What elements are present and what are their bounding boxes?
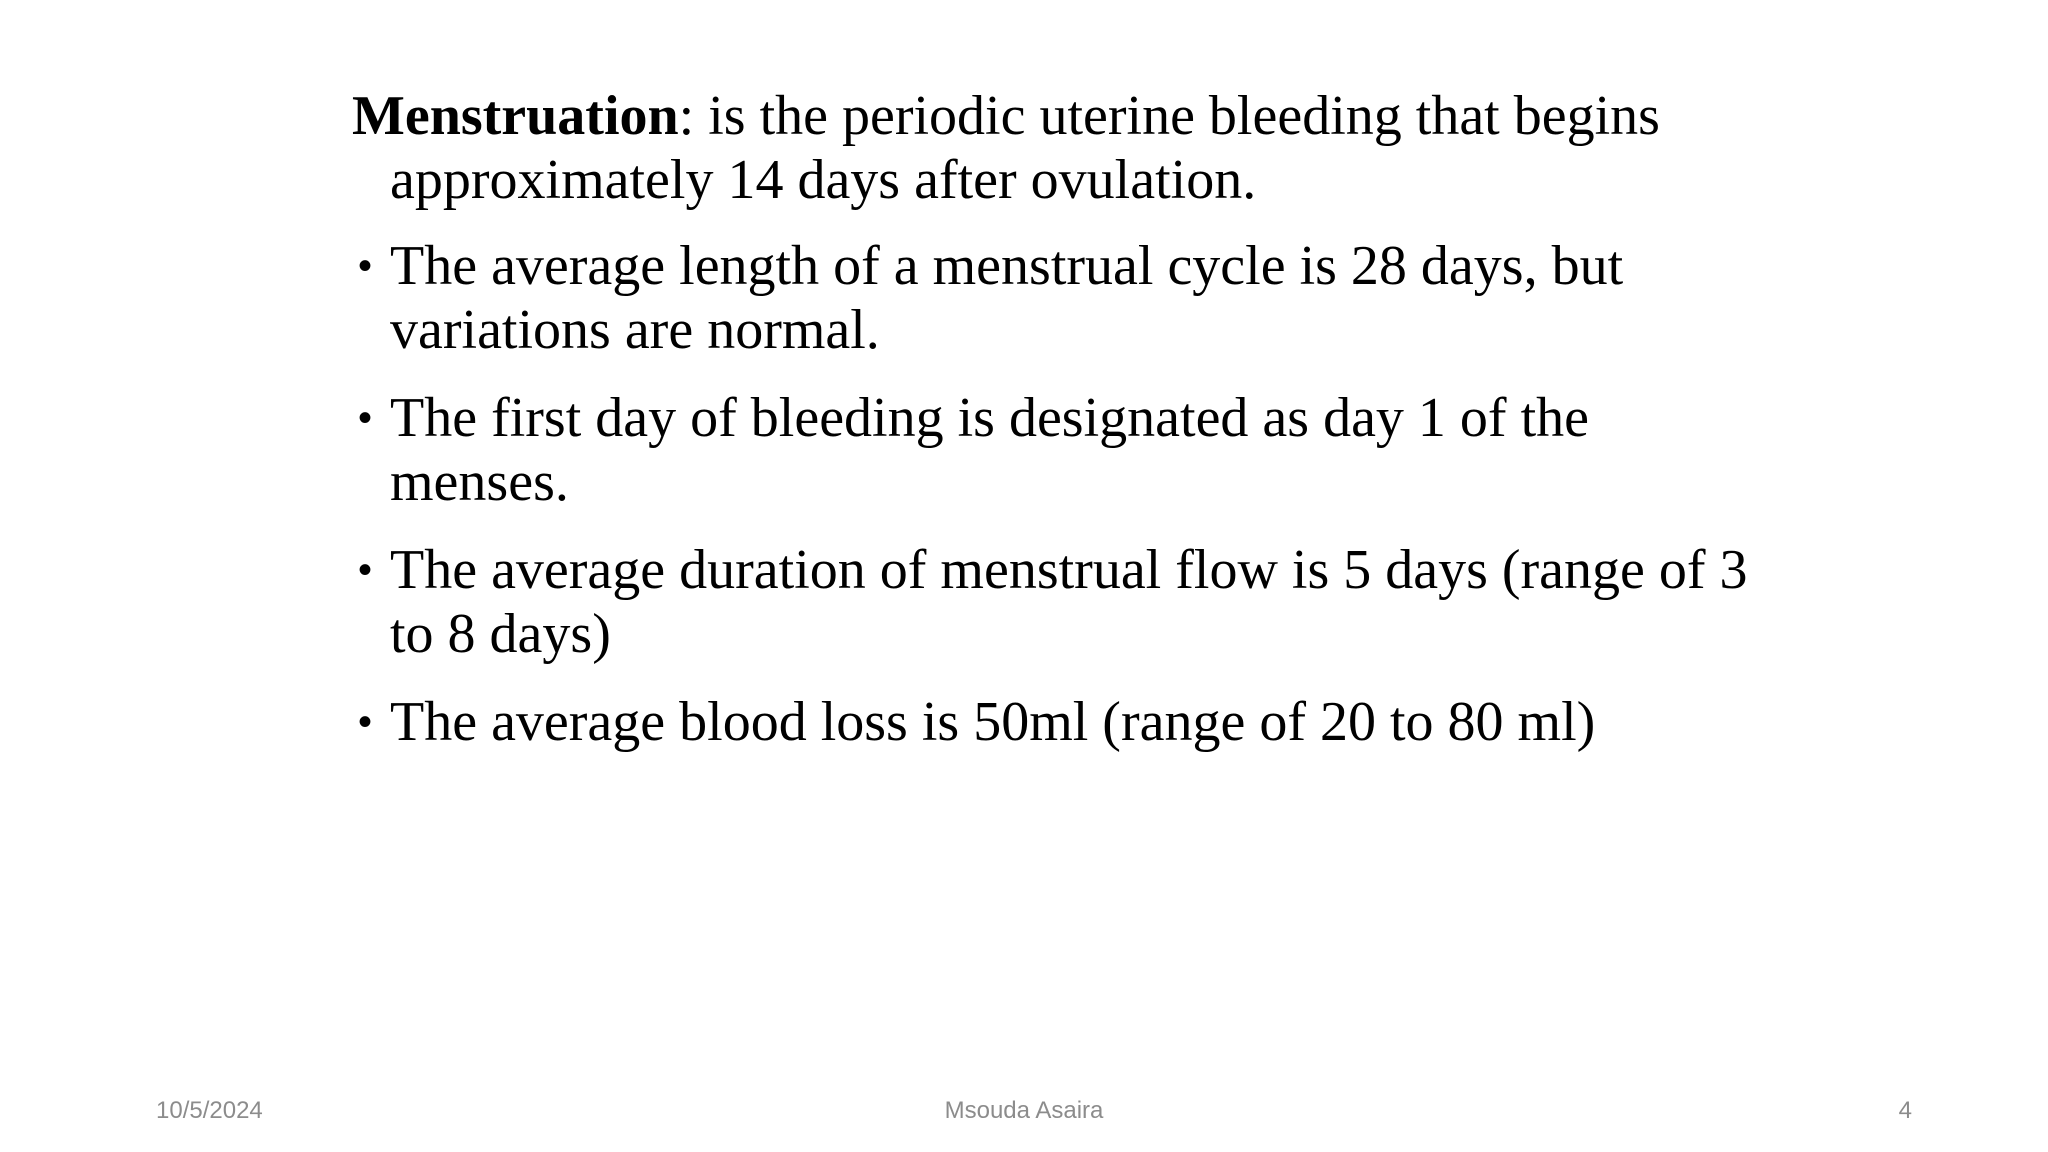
bullet-dot-icon: • xyxy=(358,396,373,440)
bullet-text: The average duration of menstrual flow is 5 days (range of 3 to 8 days) xyxy=(390,539,1748,665)
bullet-list xyxy=(352,234,1752,754)
bullet-item xyxy=(352,690,1752,754)
bullet-item xyxy=(352,538,1752,666)
bullet-dot-icon: • xyxy=(358,244,373,288)
definition-paragraph xyxy=(352,84,1752,212)
slide-body xyxy=(352,84,1752,778)
bullet-dot-icon: • xyxy=(358,548,373,592)
bullet-dot-icon: • xyxy=(358,700,373,744)
bullet-item xyxy=(352,386,1752,514)
bullet-text: The average length of a menstrual cycle is 28 days, but variations are normal. xyxy=(390,235,1624,361)
bullet-item xyxy=(352,234,1752,362)
footer-author: Msouda Asaira xyxy=(944,1097,1104,1124)
bullet-text: The first day of bleeding is designated as day 1 of the menses. xyxy=(390,387,1589,513)
definition-term: Menstruation xyxy=(352,85,679,147)
footer-date: 10/5/2024 xyxy=(156,1097,263,1124)
definition-text: : is the periodic uterine bleeding that begins approximately 14 days after ovulation. xyxy=(390,85,1660,211)
footer-page-number: 4 xyxy=(1898,1097,1912,1124)
bullet-text: The average blood loss is 50ml (range of 20 to 80 ml) xyxy=(390,691,1596,753)
